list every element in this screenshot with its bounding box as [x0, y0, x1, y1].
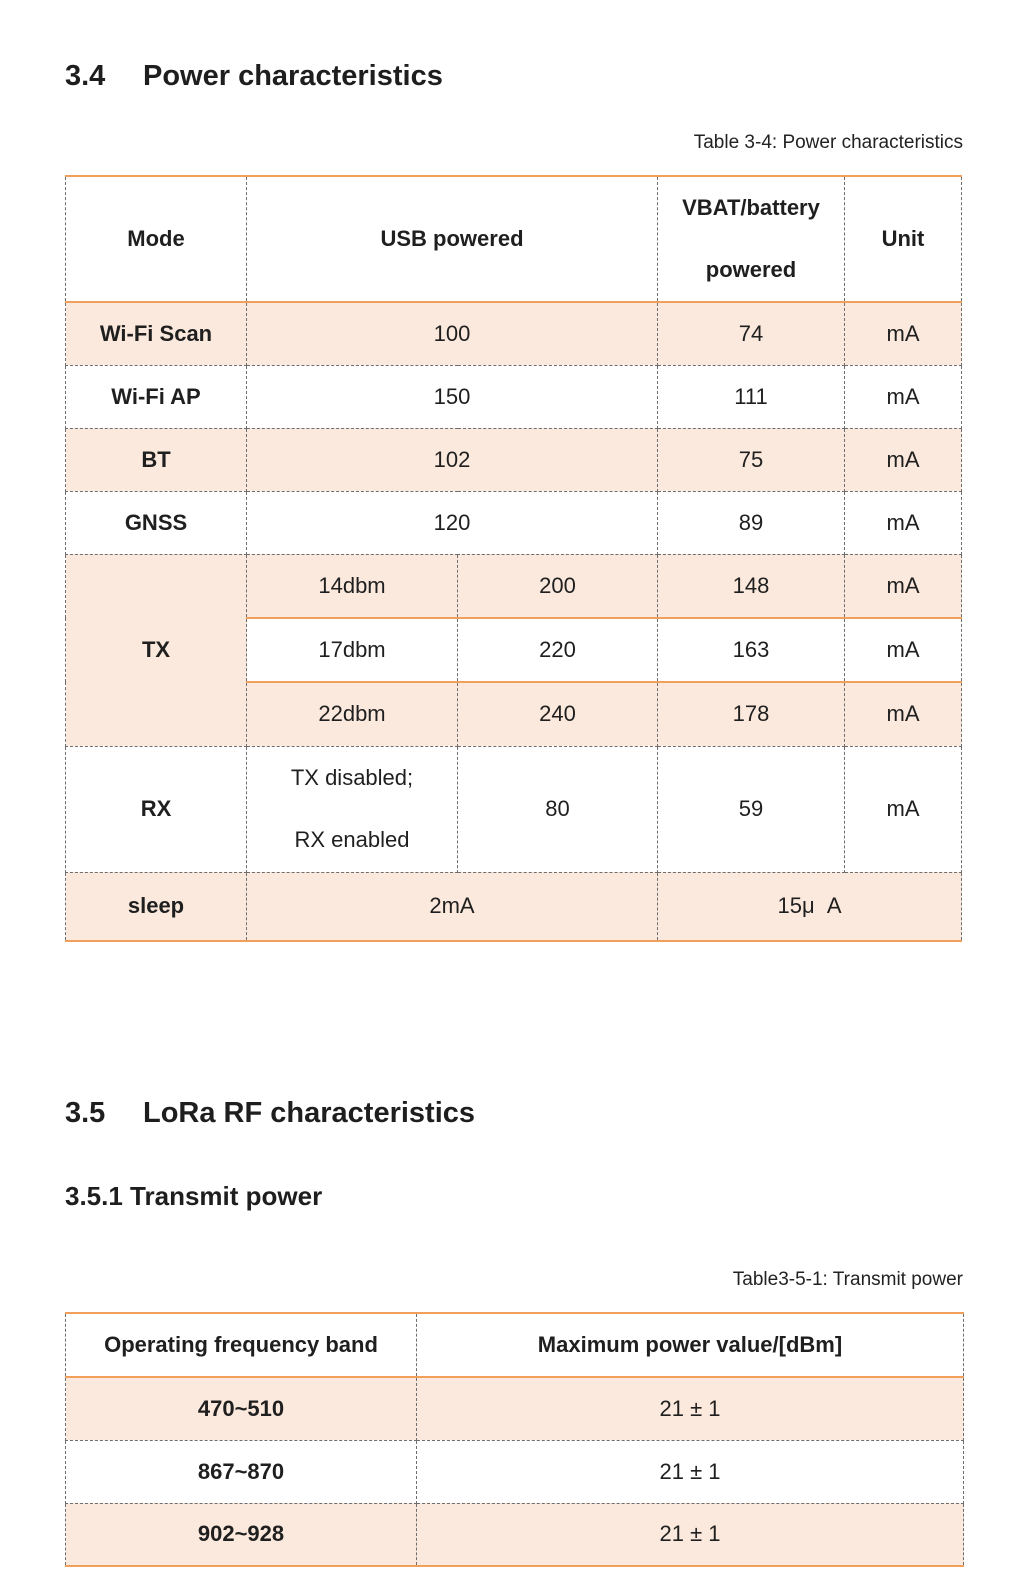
row-usb-value: 200: [458, 554, 658, 618]
table-caption: Table3-5-1: Transmit power: [732, 1269, 963, 1290]
header-vbat-line2: powered: [705, 257, 797, 282]
row-mode: BT: [66, 428, 247, 491]
header-vbat-powered: [658, 176, 845, 302]
row-usb-value: 240: [458, 682, 658, 746]
row-vbat-value: 74: [658, 302, 845, 365]
table-row: [66, 302, 962, 365]
header-unit: Unit: [845, 176, 962, 302]
table-row: [66, 746, 962, 872]
row-vbat-value: 163: [658, 618, 845, 682]
row-unit: mA: [845, 554, 962, 618]
row-usb-value: 2mA: [247, 872, 658, 941]
row-tx-level: 22dbm: [247, 682, 458, 746]
header-vbat-line1: VBAT/battery: [682, 195, 820, 220]
table-header-row: [66, 176, 962, 302]
section-number: 3.5: [65, 1097, 106, 1129]
row-usb-value: 100: [247, 302, 658, 365]
row-mode: Wi-Fi AP: [66, 365, 247, 428]
table-row: [66, 1377, 964, 1440]
row-mode: sleep: [66, 872, 247, 941]
table-row: [66, 872, 962, 941]
row-vbat-value: 178: [658, 682, 845, 746]
row-frequency-band: 867~870: [66, 1440, 417, 1503]
row-max-power: 21 ± 1: [417, 1377, 964, 1440]
row-mode: TX: [66, 554, 247, 746]
row-tx-level: 17dbm: [247, 618, 458, 682]
row-unit: mA: [845, 302, 962, 365]
table-caption: Table 3-4: Power characteristics: [693, 132, 963, 153]
section-title: Power characteristics: [143, 60, 443, 92]
row-rx-condition: [247, 746, 458, 872]
row-vbat-value: 59: [658, 746, 845, 872]
row-vbat-value: 148: [658, 554, 845, 618]
row-max-power: 21 ± 1: [417, 1440, 964, 1503]
row-frequency-band: 470~510: [66, 1377, 417, 1440]
row-unit: mA: [845, 746, 962, 872]
row-unit: mA: [845, 618, 962, 682]
table-header-row: [66, 1313, 964, 1377]
row-usb-value: 120: [247, 491, 658, 554]
header-max-power: Maximum power value/[dBm]: [417, 1313, 964, 1377]
row-unit: mA: [845, 365, 962, 428]
table-row: [66, 1503, 964, 1566]
row-usb-value: 102: [247, 428, 658, 491]
row-vbat-value: 15μ A: [658, 872, 962, 941]
rx-condition-line2: RX enabled: [294, 827, 410, 852]
section-title: LoRa RF characteristics: [143, 1097, 476, 1129]
transmit-power-table: [65, 1312, 964, 1567]
table-row: [66, 365, 962, 428]
row-unit: mA: [845, 428, 962, 491]
row-unit: mA: [845, 682, 962, 746]
header-usb-powered: USB powered: [247, 176, 658, 302]
table-row: [66, 428, 962, 491]
row-mode: RX: [66, 746, 247, 872]
section-number: 3.4: [65, 60, 106, 92]
rx-condition-line1: TX disabled;: [290, 765, 414, 790]
power-characteristics-table: [65, 175, 962, 942]
row-unit: mA: [845, 491, 962, 554]
subsection-heading-3-5-1: 3.5.1 Transmit power: [65, 1181, 323, 1211]
row-usb-value: 80: [458, 746, 658, 872]
row-usb-value: 220: [458, 618, 658, 682]
section-heading-3-5: [65, 1097, 475, 1130]
row-vbat-value: 75: [658, 428, 845, 491]
row-mode: Wi-Fi Scan: [66, 302, 247, 365]
row-max-power: 21 ± 1: [417, 1503, 964, 1566]
row-frequency-band: 902~928: [66, 1503, 417, 1566]
table-row: [66, 1440, 964, 1503]
header-frequency-band: Operating frequency band: [66, 1313, 417, 1377]
row-vbat-value: 89: [658, 491, 845, 554]
section-heading-3-4: [65, 60, 443, 93]
row-usb-value: 150: [247, 365, 658, 428]
table-row: [66, 491, 962, 554]
row-tx-level: 14dbm: [247, 554, 458, 618]
header-mode: Mode: [66, 176, 247, 302]
row-vbat-value: 111: [658, 365, 845, 428]
row-mode: GNSS: [66, 491, 247, 554]
table-row: [66, 554, 962, 618]
